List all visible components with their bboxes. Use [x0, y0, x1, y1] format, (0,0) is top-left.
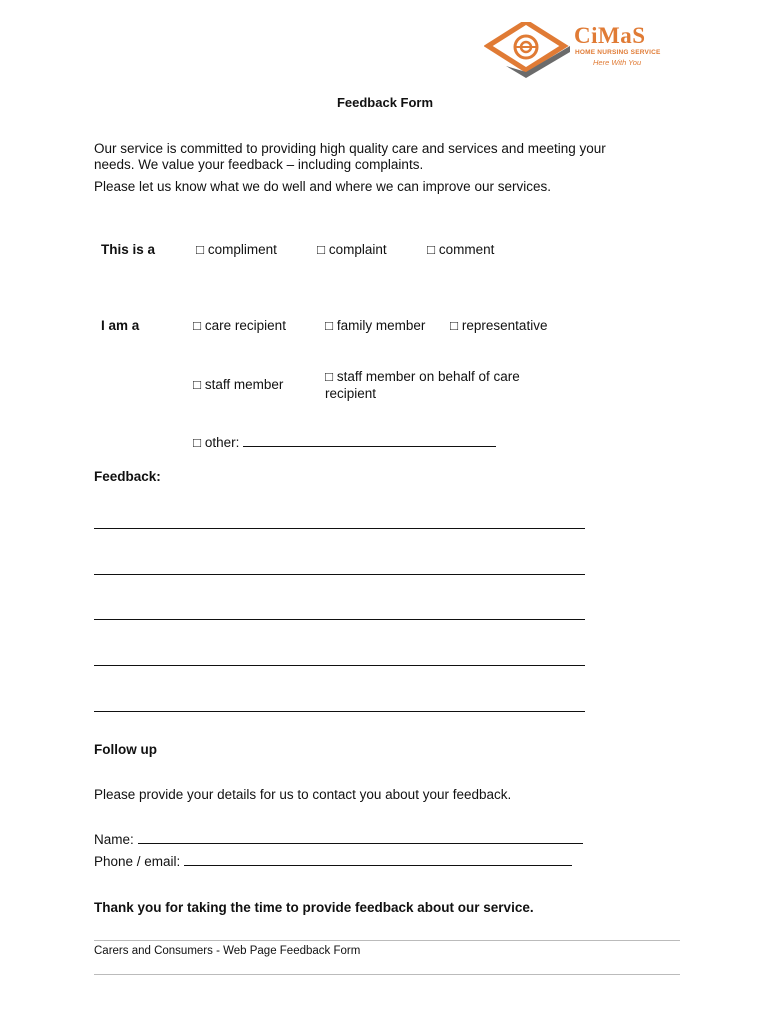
- feedback-line-2[interactable]: [94, 574, 585, 575]
- staff-on-behalf-checkbox[interactable]: [325, 368, 520, 402]
- feedback-line-1[interactable]: [94, 528, 585, 529]
- phone-email-field[interactable]: [94, 854, 572, 869]
- form-title: Feedback Form: [336, 95, 434, 110]
- phone-email-label: Phone / email:: [94, 854, 185, 869]
- i-am-a-label: I am a: [101, 318, 140, 333]
- footer-divider-top: [94, 940, 680, 941]
- name-label: Name:: [94, 832, 138, 847]
- feedback-label: Feedback:: [94, 469, 161, 484]
- intro-line-2: needs. We value your feedback – including complaints.: [94, 157, 424, 172]
- thank-you-note: Thank you for taking the time to provide feedback about our service.: [94, 900, 534, 915]
- name-input-line[interactable]: [138, 832, 583, 844]
- staff-on-behalf-line-2: recipient: [325, 386, 377, 401]
- logo-subtitle: HOME NURSING SERVICE: [575, 49, 661, 56]
- family-member-checkbox[interactable]: □ family member: [325, 318, 426, 333]
- other-input-line[interactable]: [243, 435, 496, 447]
- follow-up-heading: Follow up: [94, 742, 157, 757]
- phone-email-input-line[interactable]: [184, 854, 572, 866]
- intro-line-3: Please let us know what we do well and where we can improve our services.: [94, 179, 551, 194]
- feedback-line-5[interactable]: [94, 711, 585, 712]
- other-checkbox-label: □ other:: [193, 435, 244, 450]
- comment-checkbox[interactable]: □ comment: [427, 242, 495, 257]
- feedback-line-4[interactable]: [94, 665, 585, 666]
- footer-divider-bottom: [94, 974, 680, 975]
- complaint-checkbox[interactable]: □ complaint: [317, 242, 387, 257]
- intro-paragraph: [94, 141, 654, 173]
- staff-member-checkbox[interactable]: □ staff member: [193, 377, 284, 392]
- name-field[interactable]: [94, 832, 583, 847]
- compliment-checkbox[interactable]: □ compliment: [196, 242, 277, 257]
- representative-checkbox[interactable]: □ representative: [450, 318, 548, 333]
- care-recipient-checkbox[interactable]: □ care recipient: [193, 318, 286, 333]
- feedback-line-3[interactable]: [94, 619, 585, 620]
- footer-text: Carers and Consumers - Web Page Feedback Form: [94, 945, 361, 957]
- logo-name: CiMaS: [574, 23, 646, 48]
- follow-up-instruction: Please provide your details for us to contact you about your feedback.: [94, 787, 512, 802]
- intro-line-1: Our service is committed to providing high quality care and services and meeting your: [94, 141, 606, 156]
- logo-tagline: Here With You: [593, 58, 642, 67]
- staff-on-behalf-line-1: □ staff member on behalf of care: [325, 369, 520, 384]
- this-is-a-label: This is a: [101, 242, 156, 257]
- other-option[interactable]: [193, 435, 496, 450]
